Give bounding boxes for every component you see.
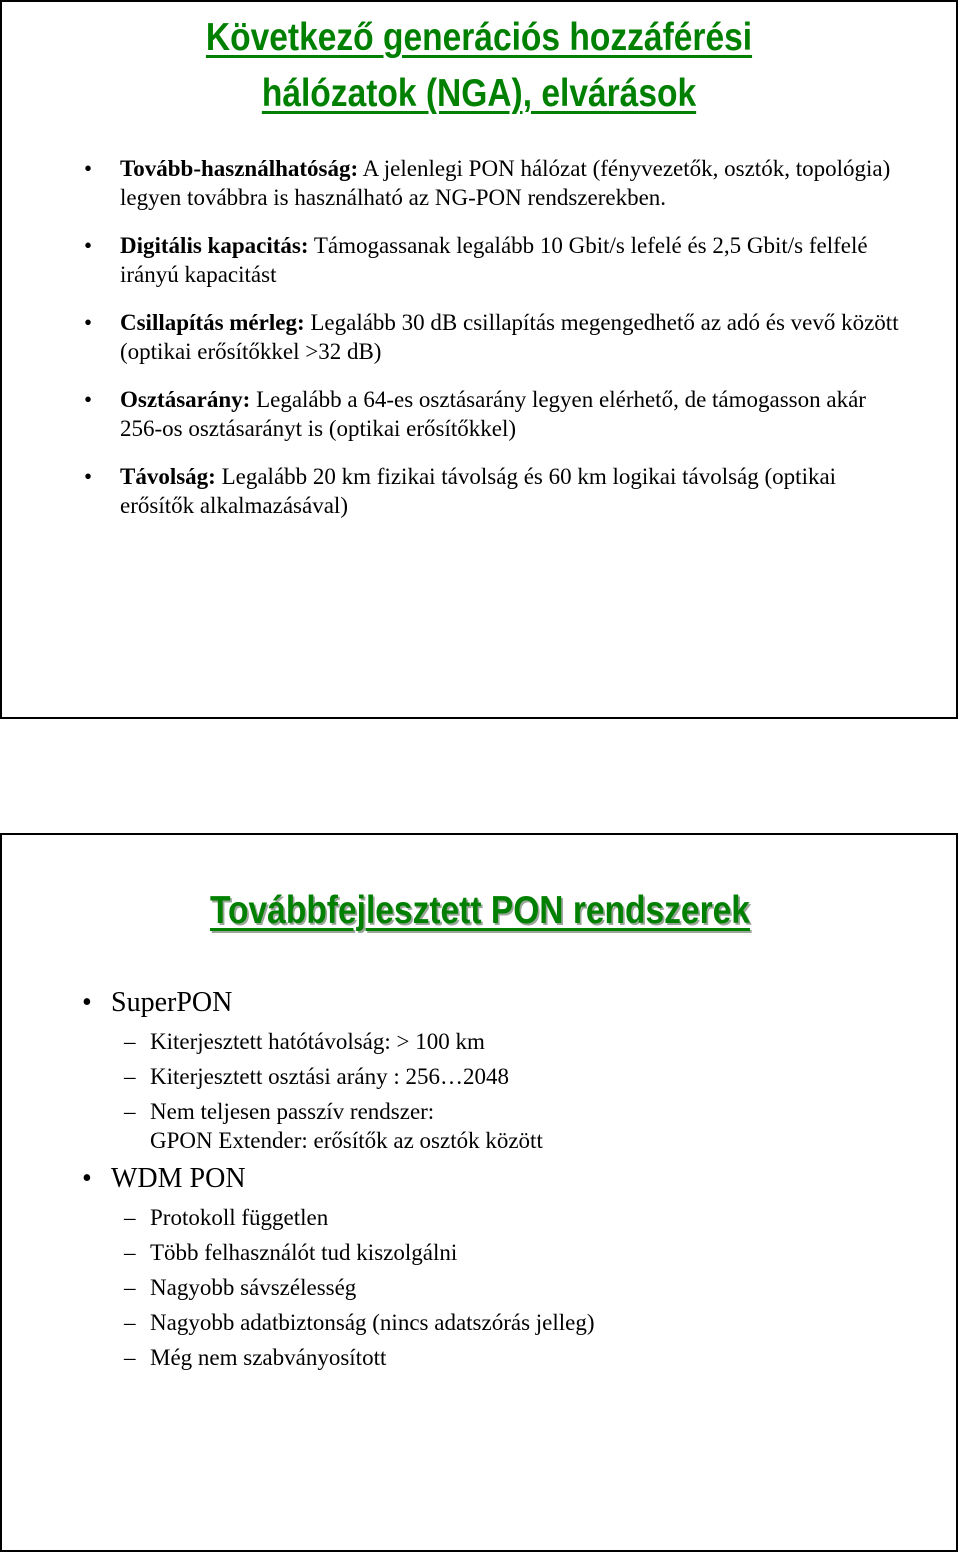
bullet-icon: • [82,1163,92,1194]
dash-icon: – [124,1345,136,1370]
item-text: Legalább 20 km fizikai távolság és 60 km logikai távolság (optikai erősítők alkalmazásával) [120,464,837,518]
sub-item-text: Kiterjesztett osztási arány : 256…2048 [150,1064,509,1089]
dash-icon: – [124,1064,136,1089]
sub-item-text: Nagyobb adatbiztonság (nincs adatszórás jelleg) [150,1310,595,1335]
dash-icon: – [124,1310,136,1335]
title-line-1: Következő generációs hozzáférési [205,16,753,59]
list-item [2,462,960,520]
bullet-icon: • [84,233,93,258]
list-item-superpon [0,985,958,1155]
sub-item [0,1273,958,1302]
slide2-title: Továbbfejlesztett PON rendszerek [210,889,750,932]
sub-item-text: Nagyobb sávszélesség [150,1275,357,1300]
item-text: Legalább a 64-es osztásarány legyen elérhető, de támogasson akár 256-os osztásarányt is (optikai erősítőkkel) [120,387,866,441]
sub-item-text: Protokoll független [150,1205,329,1230]
list-item [2,308,960,366]
sub-item-text: Nem teljesen passzív rendszer: [150,1099,435,1124]
dash-icon: – [124,1099,136,1124]
list-item [2,231,960,289]
item-term: Csillapítás mérleg: [120,310,305,335]
item-label: WDM PON [111,1163,246,1194]
item-label: SuperPON [111,987,233,1018]
list-item-wdm-pon [0,1161,958,1372]
pon-systems-list [0,985,958,1378]
wdm-pon-sublist [111,1203,958,1372]
slide-title [69,10,889,122]
item-term: Tovább-használhatóság: [120,156,359,181]
bullet-icon: • [84,310,93,335]
list-item [2,385,960,443]
sub-item [0,1027,958,1056]
item-term: Digitális kapacitás: [120,233,309,258]
item-text: A jelenlegi PON hálózat (fényvezetők, osztók, topológia) legyen továbbra is használható az NG-PON rendszerekben. [120,156,891,210]
superpon-sublist [111,1027,958,1155]
sub-item-text: Több felhasználót tud kiszolgálni [150,1240,458,1265]
sub-item [0,1238,958,1267]
requirements-list [2,154,960,539]
sub-item [0,1203,958,1232]
bullet-icon: • [84,387,93,412]
bullet-icon: • [82,987,92,1018]
dash-icon: – [124,1275,136,1300]
item-term: Osztásarány: [120,387,251,412]
title-line-2: hálózatok (NGA), elvárások [261,72,697,115]
sub-item [0,1097,958,1155]
dash-icon: – [124,1240,136,1265]
sub-item-text-cont: GPON Extender: erősítők az osztók között [150,1128,543,1153]
item-text: Támogassanak legalább 10 Gbit/s lefelé és 2,5 Gbit/s felfelé irányú kapacitást [120,233,868,287]
dash-icon: – [124,1029,136,1054]
bullet-icon: • [84,156,93,181]
sub-item-text: Még nem szabványosított [150,1345,387,1370]
sub-item [0,1062,958,1091]
bullet-icon: • [84,464,93,489]
list-item [2,154,960,212]
slide-nga-requirements [0,0,958,719]
sub-item [0,1343,958,1372]
sub-item [0,1308,958,1337]
item-term: Távolság: [120,464,216,489]
item-text: Legalább 30 dB csillapítás megengedhető az adó és vevő között (optikai erősítőkkel >32 dB) [120,310,899,364]
sub-item-text: Kiterjesztett hatótávolság: > 100 km [150,1029,485,1054]
dash-icon: – [124,1205,136,1230]
